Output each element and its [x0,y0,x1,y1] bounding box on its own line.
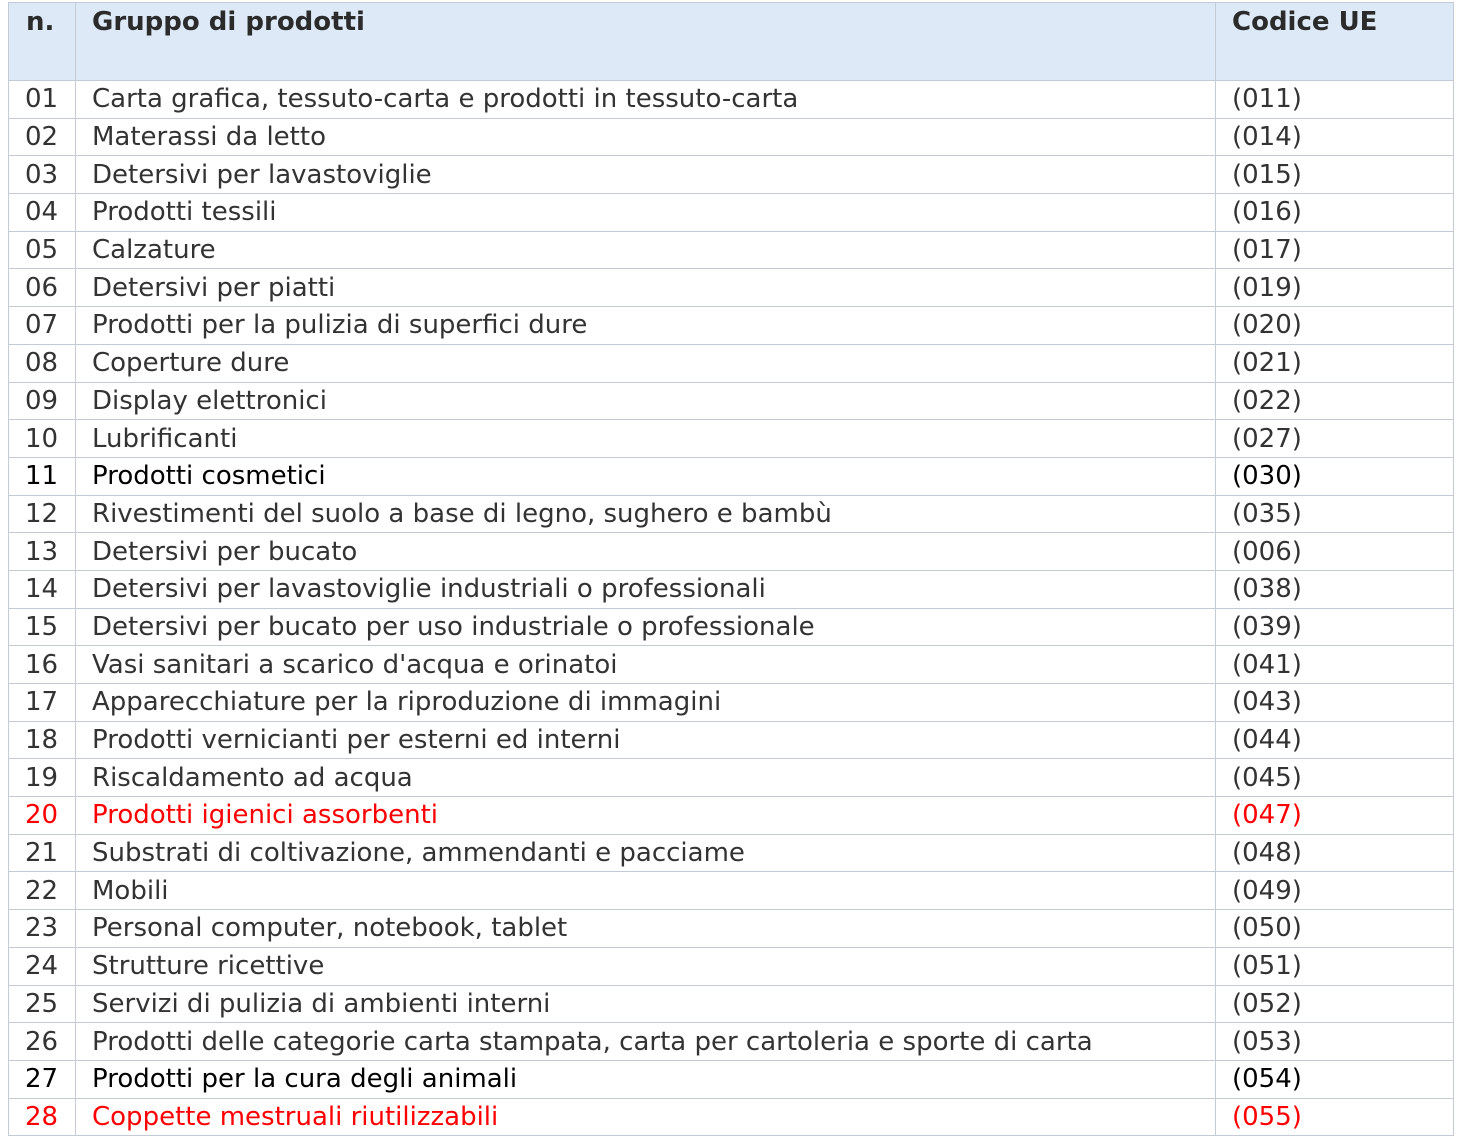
row-num-cell: 03 [9,156,76,194]
row-group-cell: Riscaldamento ad acqua [76,759,1216,797]
row-num-cell: 21 [9,834,76,872]
row-code-cell: (027) [1216,420,1454,458]
table-row [9,721,1454,759]
row-num-cell: 13 [9,533,76,571]
row-num-cell: 18 [9,721,76,759]
table-row [9,382,1454,420]
row-group-cell: Rivestimenti del suolo a base di legno, sughero e bambù [76,495,1216,533]
row-code-cell: (038) [1216,570,1454,608]
header-row [9,3,1454,81]
row-num-cell: 27 [9,1060,76,1098]
row-code-cell: (049) [1216,872,1454,910]
row-group-cell: Carta grafica, tessuto-carta e prodotti in tessuto-carta [76,81,1216,119]
table-row [9,910,1454,948]
row-group-cell: Mobili [76,872,1216,910]
table-row [9,834,1454,872]
table-row [9,1098,1454,1136]
product-groups-table [8,2,1454,1136]
row-group-cell: Detersivi per piatti [76,269,1216,307]
row-group-cell: Prodotti vernicianti per esterni ed interni [76,721,1216,759]
row-code-cell: (043) [1216,684,1454,722]
row-code-cell: (030) [1216,457,1454,495]
row-num-cell: 06 [9,269,76,307]
row-code-cell: (050) [1216,910,1454,948]
row-group-cell: Display elettronici [76,382,1216,420]
row-code-cell: (039) [1216,608,1454,646]
row-code-cell: (011) [1216,81,1454,119]
row-group-cell: Lubrificanti [76,420,1216,458]
table-body [9,81,1454,1136]
row-group-cell: Prodotti per la cura degli animali [76,1060,1216,1098]
row-num-cell: 24 [9,947,76,985]
row-num-cell: 14 [9,570,76,608]
table-row [9,81,1454,119]
row-group-cell: Vasi sanitari a scarico d'acqua e orinatoi [76,646,1216,684]
row-code-cell: (019) [1216,269,1454,307]
row-num-cell: 15 [9,608,76,646]
table-row [9,269,1454,307]
row-code-cell: (006) [1216,533,1454,571]
table-row [9,420,1454,458]
row-group-cell: Servizi di pulizia di ambienti interni [76,985,1216,1023]
row-code-cell: (014) [1216,118,1454,156]
row-code-cell: (016) [1216,194,1454,232]
row-num-cell: 12 [9,495,76,533]
row-code-cell: (035) [1216,495,1454,533]
row-code-cell: (053) [1216,1023,1454,1061]
row-num-cell: 17 [9,684,76,722]
row-group-cell: Prodotti per la pulizia di superfici dure [76,307,1216,345]
row-num-cell: 09 [9,382,76,420]
row-num-cell: 19 [9,759,76,797]
table-row [9,194,1454,232]
table-row [9,118,1454,156]
row-code-cell: (054) [1216,1060,1454,1098]
row-num-cell: 20 [9,797,76,835]
row-code-cell: (017) [1216,231,1454,269]
table-row [9,947,1454,985]
row-code-cell: (055) [1216,1098,1454,1136]
row-num-cell: 11 [9,457,76,495]
row-num-cell: 07 [9,307,76,345]
row-num-cell: 02 [9,118,76,156]
row-code-cell: (051) [1216,947,1454,985]
header-code: Codice UE [1216,3,1454,81]
row-code-cell: (047) [1216,797,1454,835]
row-group-cell: Personal computer, notebook, tablet [76,910,1216,948]
table-row [9,759,1454,797]
row-group-cell: Prodotti igienici assorbenti [76,797,1216,835]
table-row [9,344,1454,382]
table-header [9,3,1454,81]
table-row [9,985,1454,1023]
row-code-cell: (044) [1216,721,1454,759]
row-code-cell: (020) [1216,307,1454,345]
table-row [9,457,1454,495]
row-code-cell: (015) [1216,156,1454,194]
row-group-cell: Detersivi per bucato per uso industriale o professionale [76,608,1216,646]
table-row [9,1023,1454,1061]
table-row [9,797,1454,835]
row-group-cell: Prodotti tessili [76,194,1216,232]
row-num-cell: 01 [9,81,76,119]
table-row [9,495,1454,533]
row-group-cell: Coperture dure [76,344,1216,382]
row-num-cell: 25 [9,985,76,1023]
row-num-cell: 05 [9,231,76,269]
row-code-cell: (052) [1216,985,1454,1023]
row-code-cell: (045) [1216,759,1454,797]
table-row [9,1060,1454,1098]
row-num-cell: 26 [9,1023,76,1061]
row-code-cell: (041) [1216,646,1454,684]
row-group-cell: Strutture ricettive [76,947,1216,985]
table-row [9,684,1454,722]
row-group-cell: Detersivi per lavastoviglie [76,156,1216,194]
header-group: Gruppo di prodotti [76,3,1216,81]
row-group-cell: Substrati di coltivazione, ammendanti e pacciame [76,834,1216,872]
table-row [9,231,1454,269]
row-group-cell: Detersivi per lavastoviglie industriali o professionali [76,570,1216,608]
row-code-cell: (048) [1216,834,1454,872]
row-group-cell: Prodotti delle categorie carta stampata, carta per cartoleria e sporte di carta [76,1023,1216,1061]
row-num-cell: 28 [9,1098,76,1136]
header-num: n. [9,3,76,81]
row-group-cell: Prodotti cosmetici [76,457,1216,495]
row-group-cell: Apparecchiature per la riproduzione di immagini [76,684,1216,722]
table-row [9,307,1454,345]
table-row [9,156,1454,194]
row-num-cell: 22 [9,872,76,910]
row-code-cell: (021) [1216,344,1454,382]
table-row [9,646,1454,684]
row-num-cell: 04 [9,194,76,232]
row-group-cell: Detersivi per bucato [76,533,1216,571]
table-row [9,570,1454,608]
table-row [9,872,1454,910]
table-row [9,533,1454,571]
row-code-cell: (022) [1216,382,1454,420]
row-num-cell: 10 [9,420,76,458]
row-num-cell: 23 [9,910,76,948]
row-num-cell: 16 [9,646,76,684]
row-group-cell: Coppette mestruali riutilizzabili [76,1098,1216,1136]
table-row [9,608,1454,646]
row-num-cell: 08 [9,344,76,382]
row-group-cell: Calzature [76,231,1216,269]
row-group-cell: Materassi da letto [76,118,1216,156]
